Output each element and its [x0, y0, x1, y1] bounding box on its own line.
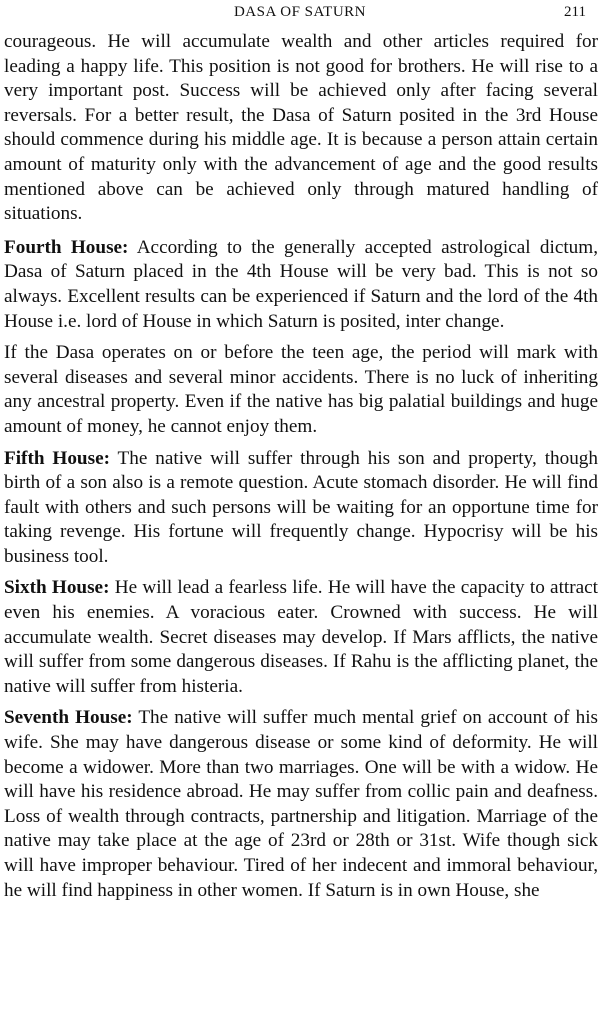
section-heading-seventh-house: Seventh House: — [4, 707, 133, 729]
paragraph-text: The native will suffer through his son and property, though birth of a son also is a remote question. Acute stomach disorder. He will find fault with others and such persons will be waiting for an opportune time for taking revenge. His fortune will frequently change. Hypocrisy will be his business tool. — [4, 447, 598, 567]
section-heading-fourth-house: Fourth House: — [4, 236, 129, 258]
paragraph-text: According to the generally accepted astrological dictum, Dasa of Saturn placed in the 4th House will be very bad. This is not so always. Excellent results can be experienced if Saturn and the lord of the 4th House i.e. lord of House in which Saturn is posited, inter change. — [4, 236, 598, 332]
section-heading-fifth-house: Fifth House: — [4, 447, 110, 469]
paragraph-continued — [4, 30, 598, 227]
paragraph-text: He will lead a fearless life. He will have the capacity to attract even his enemies. A voracious eater. Crowned with success. He will accumulate wealth. Secret diseases may develop. If Mars afflicts, the native will suffer from some dangerous diseases. If Rahu is the afflicting planet, the native will suffer from histeria. — [4, 577, 598, 697]
paragraph-text: courageous. He will accumulate wealth and other articles required for leading a happy life. This position is not good for brothers. He will rise to a very important post. Success will be achieved only after facing several reversals. For a better result, the Dasa of Saturn posited in the 3rd House should commence during his middle age. It is because a person attain certain amount of maturity only with the advancement of age and the good results mentioned above can be achieved only through matured handling of situations. — [4, 31, 598, 225]
section-heading-sixth-house: Sixth House: — [4, 577, 110, 599]
paragraph-teen-age — [4, 341, 598, 439]
running-header — [0, 4, 600, 24]
paragraph-text: If the Dasa operates on or before the teen age, the period will mark with several diseases and several minor accidents. There is no luck of inheriting any ancestral property. Even if the native has big palatial buildings and huge amount of money, he cannot enjoy them. — [4, 342, 598, 437]
paragraph-text: The native will suffer much mental grief on account of his wife. She may have dangerous disease or some kind of deformity. He will become a widower. More than two marriages. One will be with a widow. He will have his residence abroad. He may suffer from collic pain and deafness. Loss of wealth through contracts, partnership and litigation. Marriage of the native may take place at the age of 23rd or 28th or 31st. Wife though sick will have improper behaviour. Tired of her indecent and immoral behaviour, he will find happiness in other women. If Saturn is in own House, she — [4, 707, 598, 901]
paragraph-fifth-house — [4, 447, 598, 570]
body-text — [4, 30, 598, 910]
chapter-title: DASA OF SATURN — [233, 4, 367, 20]
paragraph-seventh-house — [4, 706, 598, 903]
paragraph-sixth-house — [4, 576, 598, 699]
paragraph-fourth-house — [4, 236, 598, 334]
page-number: 211 — [564, 4, 586, 20]
